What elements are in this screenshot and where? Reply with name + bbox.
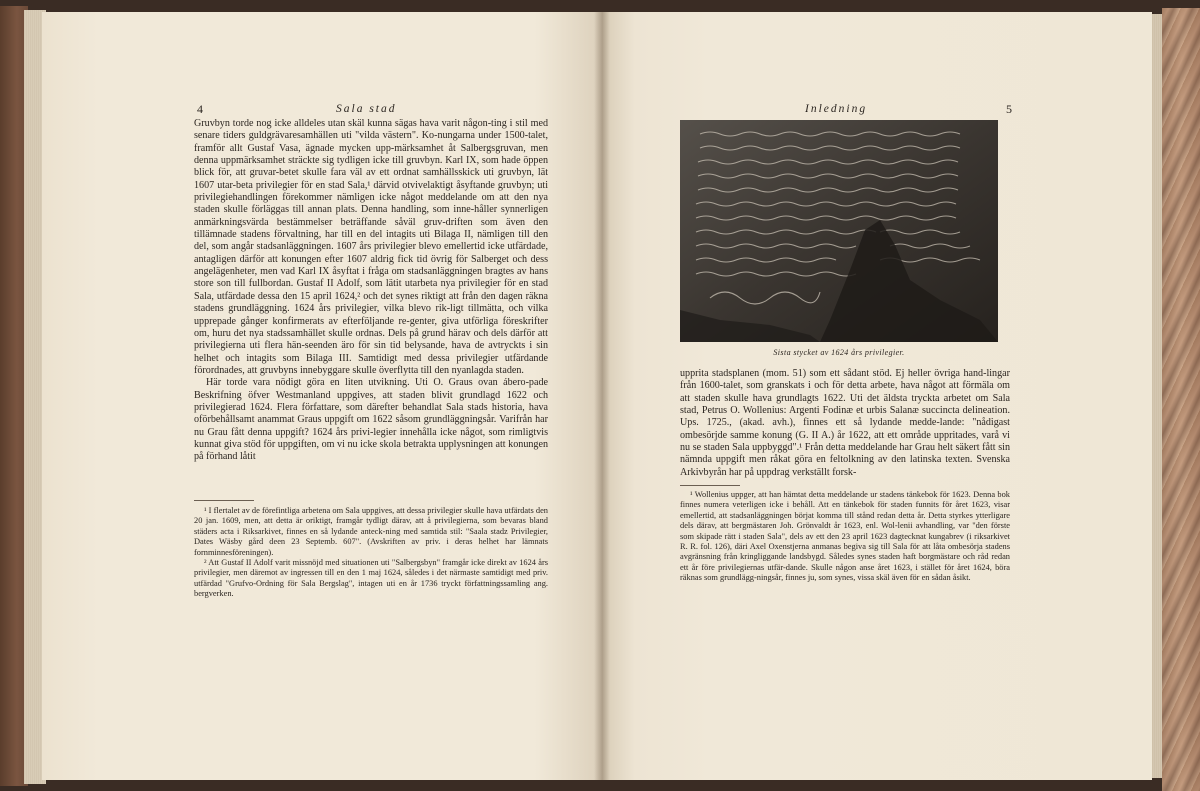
left-paragraph-1: Gruvbyn torde nog icke alldeles utan skäl kunna sägas hava varit någon-ting i stil med senare tiders guldgrävaresamhällen uti "vilda västern". Ko-nungarna under 1500-talet, framför allt Gustaf Vasa, ägnade mycken upp-märksamhet åt Salbergsgruvan, men denna uppmärksamhet sträckte sig tydligen icke till gruvbyn. Karl IX, som hade öppen blick för, att gruvar-betet skulle fara väl av ett ordnat samhällsskick uti gruvbyn, lät 1607 utar-beta privilegier för en stad Sala,¹ därvid otvivelaktigt åsyftande gruvbyn; uti privilegiehandlingen förekommer nämligen icke något meddelande om att den nya staden skulle förläggas till annan plats. Denna handling, som inne-håller synnerligen anmärkningsvärda bestämmelser beträffande såväl gruv-driften som även den tillämnade stadens förvaltning, har till en del intagits uti Bilaga II, nämligen till den del, som angår stadsanläggningen. 1607 års privilegier blevo emellertid icke utfärdade, antagligen därför att konungen efter 1607 aldrig fick tid övrig för Salberget och dess angelägenheter, men vad Karl IX åsyftat i fråga om stadsanläggningen bragtes av hans store son till fullbordan. Gustaf II Adolf, som lätit utarbeta nya privilegier för en stad Sala, utfärdade dessa den 15 april 1624,² och det synes riktigt att från den dagen räkna stadens grundläggning. 1624 års privilegier, vilka blevo rik-ligt tillmätta, och vilka upprepade gånger konfirmerats av efterföljande re-genter, giva utförliga föreskrifter om, huru det nya stadssamhället skulle ordnas. Dels på grund härav och dels därför att privilegierna uti flera hän-seenden äro för sin tid belysande, hava de avtryckts i sin helhet och intagits som Bilaga III. Samtidigt med dessa privilegier utfärdande förordnades, att gruvbyns innebyggare skulle överflytta till den nyanlagda staden. [194, 118, 548, 376]
manuscript-image [680, 120, 998, 342]
left-footnote-1: ¹ I flertalet av de förefintliga arbetena om Sala uppgives, att dessa privilegier skulle hava utfärdats den 20 jan. 1609, men, att detta är oriktigt, framgår tydligt därav, att å privilegierna, som bevaras bland städers acta i Riksarkivet, finnes en så lydande anteck-ning med samtida stil: "Saala stadz Privilegier, Dates Wäsby gård deen 23 Septemb. 607". (Avskriften av priv. i deras helhet har lämnats fornminnesföreningen). [194, 506, 548, 557]
right-footnote-1: ¹ Wollenius uppger, att han hämtat detta meddelande ur stadens tänkebok för 1623. Denna bok finnes numera veterligen icke i behåll. Att en tänkebok för staden funnits för året 1623, visar emellertid, att stadsanläggningen börjat komma till stånd redan detta år. Detta styrkes ytterligare dels därav, att bergmästaren Joh. Grönvaldt år 1623, enl. Wol-lenii avhandling, var "den förste som skipade rätt i staden Sala", dels av ett den 23 april 1623 dagtecknat kungabrev (i riksarkivet R. R. fol. 126), däri Axel Oxenstjerna anmanas begiva sig till Sala för att låta ombesörja stadens avgränsning från kringliggande landsbygd. Således synes staden haft borgmästare och råd redan ett år före privilegiernas utfär-dande. Skulle någon anse året 1623, i stället för året 1624, böra räknas som grundlägg-ningsår, finnes ju, som synes, vissa skäl även för en sådan åsikt. [680, 490, 1010, 583]
figure-caption: Sista stycket av 1624 års privilegier. [773, 348, 905, 357]
left-running-head: Sala stad [336, 103, 397, 115]
right-paragraph-1: upprita stadsplanen (mom. 51) som ett sådant stöd. Ej heller övriga hand-lingar från 1600-talet, som granskats i och för detta arbete, hava något att förmäla om att staden skulle hava grundlagts 1622. Uti det äldsta tryckta arbetet om Sala stad, Petrus O. Wollenius: Argenti Fodinæ et urbis Salanæ succincta delineation. Ups. 1725., (akad. avh.), finnes ett så lydande medde-lande: "nådigast ombesörjde samme konung (G. II A.) år 1622, att ett område uppritades, varå vi nu se staden Sala uppbyggd".¹ Från detta meddelande har Grau helt säkert fått sin nämnda uppgift men råkat göra en feltolkning av den latinska texten. Svenska Arkivbyrån har på uppdrag verkställt forsk- [680, 368, 1010, 478]
marbled-endpaper [1162, 8, 1200, 791]
left-body-text [194, 118, 548, 464]
right-body-text [680, 368, 1010, 479]
left-paragraph-2: Här torde vara nödigt göra en liten utvikning. Uti O. Graus ovan ábero-pade Beskrifning öfver Westmanland uppgives, att staden blivit grundlagd 1622 och privilegierad 1624. Flera författare, som därefter behandlat Sala stads historia, hava oförbehållsamt anammat Graus uppgift om 1622 såsom grundläggningsår. Varifrån har nu Grau fått denna uppgift? 1624 års privi-legier innehålla icke något, som rimligtvis kunnat giva stöd för uppgiften, om vi nu icke skola betrakta upplysningen att konungen på förhand låtit [194, 377, 548, 463]
manuscript-photo [680, 120, 998, 342]
left-page-number: 4 [197, 102, 203, 116]
right-running-head: Inledning [805, 103, 868, 115]
left-footnotes [194, 506, 548, 600]
left-footnote-rule [194, 500, 254, 501]
right-footnotes [680, 490, 1010, 584]
right-page-number: 5 [1006, 102, 1012, 116]
book-gutter [594, 12, 610, 780]
left-footnote-2: ² Att Gustaf II Adolf varit missnöjd med situationen uti "Salbergsbyn" framgår icke direkt av 1624 års privilegier, men däremot av ingressen till en den 1 maj 1624, således i det närmaste samtidigt med priv. utfärdad "Grufvo-Ordning för Sala Bergslag", intagen uti en år 1736 tryckt författningssamling ang. bergverken. [194, 558, 548, 599]
right-footnote-rule [680, 485, 740, 486]
